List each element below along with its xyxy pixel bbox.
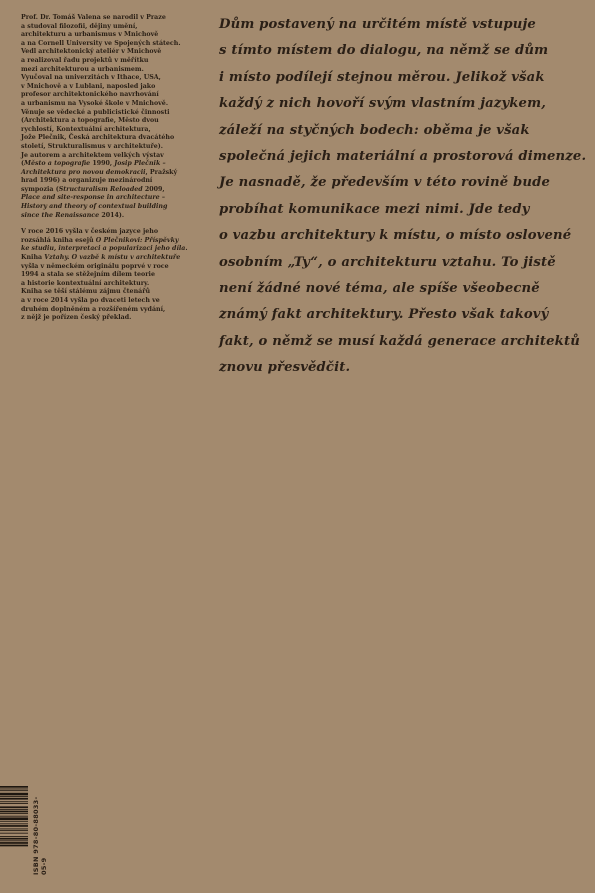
quote-line: probíhat komunikace mezi nimi. Jde tedy	[219, 201, 530, 217]
bio-paragraph-publications: V roce 2016 vyšla v českém jazyce jeho rozsáhlá kniha esejů O Plečnikovi: Příspěvky ke studiu, interpretaci a popularizaci jeho díla. Kniha Vztahy. O vazbě k místu v architektuře vyšla v německém originálu poprvé v roce 1994 a stala se stěžejním dílem teorie a historie kontextuální architektury. Kniha se těší stálému zájmu čtenářů a v roce 2014 vyšla po dvaceti letech ve druhém doplněném a rozšířeném vydání, z nějž je pořízen český překlad.	[21, 228, 188, 322]
quote-line: o vazbu architektury k místu, o místo oslovené	[219, 228, 572, 244]
quote-line: Je nasnadě, že především v této rovině bude	[219, 175, 551, 191]
back-cover-quote	[219, 12, 587, 382]
bio-paragraph-career: Prof. Dr. Tomáš Valena se narodil v Praze a studoval filozofii, dějiny umění, architekturu a urbanismus v Mnichově a na Cornell University ve Spojených státech. Vedl architektonický ateliér v Mnichově a realizoval řadu projektů v měřítku mezi architekturou a urbanismem. Vyučoval na univerzitách v Ithace, USA, v Mnichově a v Lublani, naposled jako profesor architektonického navrhování a urbanismu na Vysoké škole v Mnichově. Věnuje se vědecké a publicistické činnosti (Architektura a topografie, Město dvou rychlostí, Kontextuální architektura, Jože Plečnik, Česká architektura dvacátého století, Strukturalismus v architektuře).	[21, 14, 181, 150]
quote-line: není žádné nové téma, ale spíše všeobecně	[219, 281, 540, 297]
quote-line: známý fakt architektury. Přesto však takový	[219, 307, 549, 323]
quote-line: i místo podílejí stejnou měrou. Jelikož však	[219, 69, 545, 85]
quote-line: společná jejich materiální a prostorová dimenze.	[219, 149, 587, 165]
isbn-label: ISBN 978-80-88033-05-9	[32, 796, 48, 875]
author-bio	[21, 14, 191, 323]
bio-paragraph-exhibitions: Je autorem a architektem velkých výstav (Město a topografie 1990, Josip Plečnik – Architektura pro novou demokracii, Pražský hrad 1996) a organizuje mezinárodní sympozia (Structuralism Reloaded 2009, Place and site-response in architecture – History and theory of contextual building since the Renaissance 2014).	[21, 151, 178, 219]
quote-line: záleží na styčných bodech: oběma je však	[219, 122, 530, 138]
quote-line: každý z nich hovoří svým vlastním jazykem,	[219, 96, 546, 112]
isbn-barcode	[0, 785, 48, 893]
quote-line: Dům postavený na určitém místě vstupuje	[219, 17, 536, 32]
quote-line: osobním „Ty“, o architekturu vztahu. To jistě	[219, 254, 556, 270]
quote-line: s tímto místem do dialogu, na němž se dům	[219, 43, 549, 59]
quote-line: fakt, o němž se musí každá generace architektů	[219, 333, 580, 349]
quote-line: znovu přesvědčit.	[219, 360, 351, 376]
barcode-bars	[0, 785, 28, 875]
